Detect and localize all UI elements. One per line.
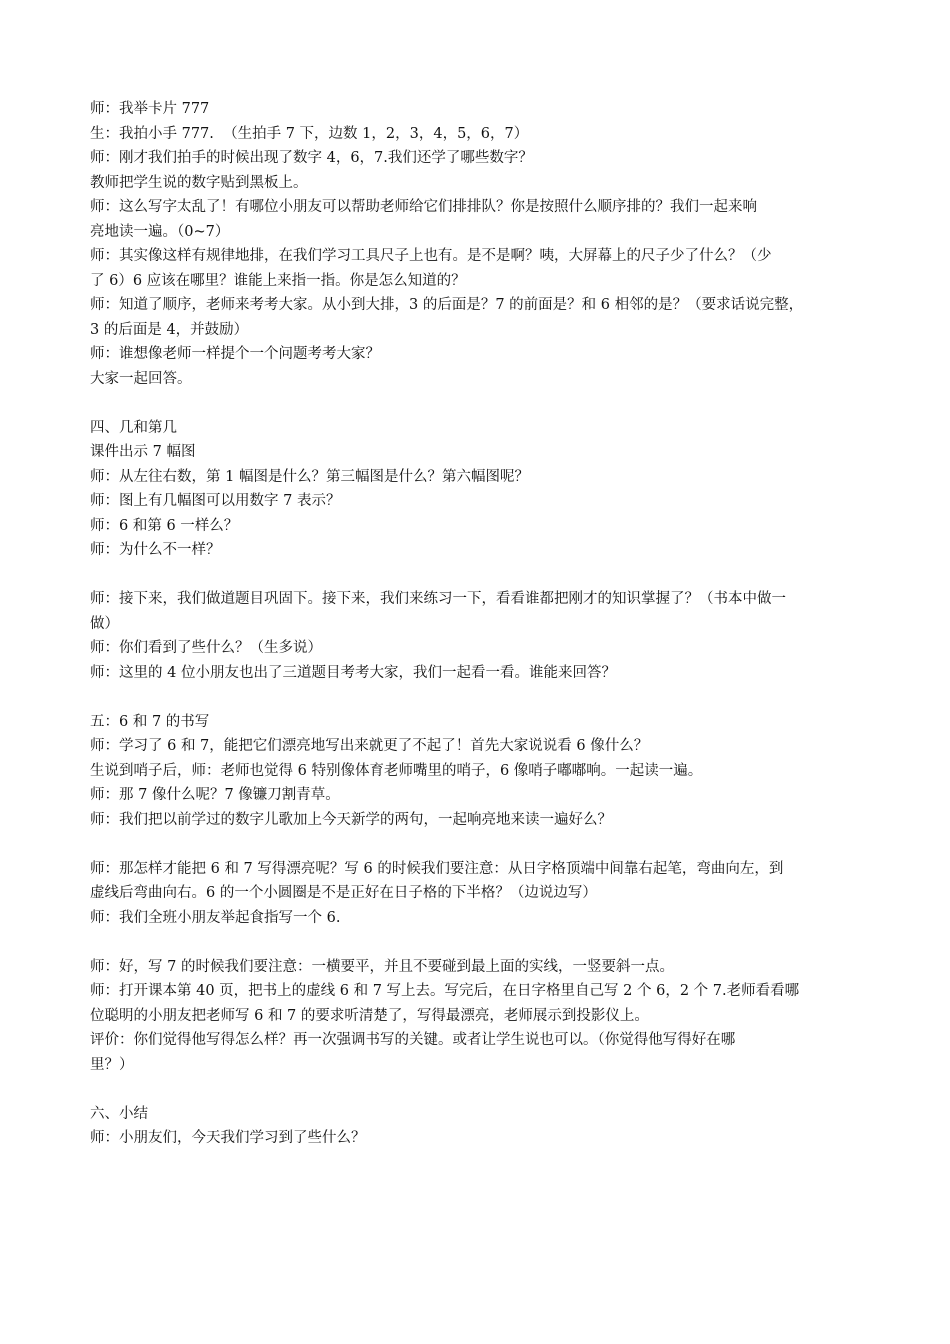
text-line: 五：6 和 7 的书写 [90,713,210,730]
blank-line [90,930,865,955]
document-page [90,97,865,1151]
text-line: 师：那怎样才能把 6 和 7 写得漂亮呢？写 6 的时候我们要注意：从日字格顶端中间靠右起笔，弯曲向左，到 [90,860,784,877]
text-line: 师：知道了顺序，老师来考考大家。从小到大排，3 的后面是？7 的前面是？和 6 相邻的是？（要求话说完整， [90,297,804,313]
text-line: 虚线后弯曲向右。6 的一个小圆圈是不是正好在日子格的下半格？（边说边写） [90,885,597,901]
text-line: 六、小结 [90,1105,148,1122]
text-line: 师：我举卡片 777 [90,101,210,117]
text-line: 四、几和第几 [90,419,177,436]
text-line: 师：谁想像老师一样提个一个问题考考大家？ [90,346,380,362]
text-line: 师：为什么不一样？ [90,542,221,558]
text-line: 师：好，写 7 的时候我们要注意：一横要平，并且不要碰到最上面的实线，一竖要斜一点。 [90,958,674,975]
text-line: 师：接下来，我们做道题目巩固下。接下来，我们来练习一下，看看谁都把刚才的知识掌握了？（书本中做一 [90,591,786,607]
blank-line [90,391,865,416]
text-line: 课件出示 7 幅图 [90,444,196,460]
text-line: 大家一起回答。 [90,370,192,387]
text-line: 生说到哨子后，师：老师也觉得 6 特别像体育老师嘴里的哨子，6 像哨子嘟嘟响。一起读一遍。 [90,762,703,779]
text-line: 位聪明的小朋友把老师写 6 和 7 的要求听清楚了，写得最漂亮，老师展示到投影仪上。 [90,1007,649,1024]
text-line: 3 的后面是 4，并鼓励） [90,321,249,338]
text-line: 师：学习了 6 和 7，能把它们漂亮地写出来就更了不起了！首先大家说说看 6 像什么？ [90,738,649,754]
text-line: 师：这么写字太乱了！有哪位小朋友可以帮助老师给它们排排队？你是按照什么顺序排的？我们一起来响 [90,199,757,215]
text-line: 师：小朋友们，今天我们学习到了些什么？ [90,1130,366,1146]
text-line: 师：从左往右数，第 1 幅图是什么？第三幅图是什么？第六幅图呢？ [90,468,529,485]
text-line: 了 6）6 应该在哪里？谁能上来指一指。你是怎么知道的？ [90,272,466,289]
text-line: 做） [90,615,119,632]
text-line: 亮地读一遍。（0~7） [90,223,230,240]
text-line: 里？） [90,1056,134,1073]
blank-line [90,563,865,588]
blank-line [90,1077,865,1102]
text-line: 师：我们把以前学过的数字儿歌加上今天新学的两句，一起响亮地来读一遍好么？ [90,811,612,828]
text-line: 师：刚才我们拍手的时候出现了数字 4，6，7.我们还学了哪些数字？ [90,150,533,166]
text-line: 师：这里的 4 位小朋友也出了三道题目考考大家，我们一起看一看。谁能来回答？ [90,664,616,681]
text-line: 师：图上有几幅图可以用数字 7 表示？ [90,493,341,509]
text-line: 师：其实像这样有规律地排，在我们学习工具尺子上也有。是不是啊？咦，大屏幕上的尺子少了什么？（少 [90,248,772,264]
text-line: 师：那 7 像什么呢？7 像镰刀割青草。 [90,787,340,803]
blank-line [90,832,865,857]
text-line: 教师把学生说的数字贴到黑板上。 [90,174,308,191]
text-line: 师：你们看到了些什么？（生多说） [90,640,322,656]
blank-line [90,685,865,710]
text-line: 师：6 和第 6 一样么？ [90,517,239,534]
text-line: 师：打开课本第 40 页，把书上的虚线 6 和 7 写上去。写完后，在日字格里自己写 2 个 6，2 个 7.老师看看哪 [90,983,800,999]
text-line: 师：我们全班小朋友举起食指写一个 6. [90,909,341,926]
text-line: 生：我拍小手 777. （生拍手 7 下，边数 1，2，3，4，5，6，7） [90,125,529,142]
text-line: 评价：你们觉得他写得怎么样？再一次强调书写的关键。或者让学生说也可以。（你觉得他写得好在哪 [90,1032,736,1048]
